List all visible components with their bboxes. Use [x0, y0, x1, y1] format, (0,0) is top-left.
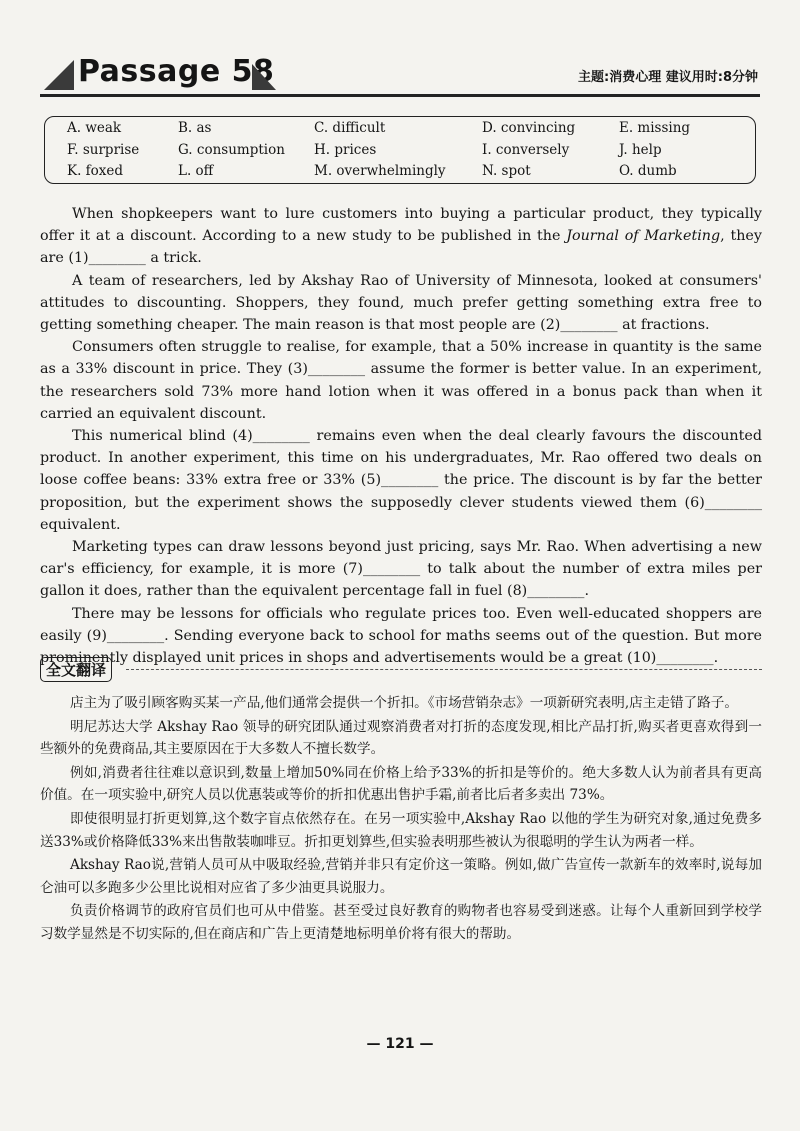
passage-paragraph: There may be lessons for officials who regulate prices too. Even well-educated shoppers are easily (9)________. Sending everyone back to school for maths seems out of the question. But more prominently displayed unit prices in shops and advertisements would be a great (10)________. — [40, 605, 762, 667]
option: H. prices — [314, 142, 377, 158]
translation-paragraph: Akshay Rao说,营销人员可从中吸取经验,营销并非只有定价这一策略。例如,做广告宣传一款新车的效率时,说每加仑油可以多跑多少公里比说相对应省了多少油更具说服力。 — [40, 857, 762, 896]
journal-title: Journal of Marketing — [566, 228, 721, 245]
passage-body — [40, 203, 762, 669]
translation-header — [40, 657, 762, 683]
option: B. as — [178, 120, 212, 136]
option: D. convincing — [482, 120, 576, 136]
option: K. foxed — [67, 163, 124, 179]
option: L. off — [178, 163, 214, 179]
option: O. dumb — [619, 163, 677, 179]
option: E. missing — [619, 120, 691, 136]
option: C. difficult — [314, 120, 386, 136]
passage-title: Passage 58 — [78, 54, 275, 89]
option: M. overwhelmingly — [314, 163, 446, 179]
theme-label: 主题:消费心理 建议用时:8分钟 — [578, 70, 758, 85]
dashed-divider — [126, 669, 762, 670]
option: A. weak — [67, 120, 122, 136]
option: J. help — [619, 142, 662, 158]
translation-paragraph: 即使很明显打折更划算,这个数字盲点依然存在。在另一项实验中,Akshay Rao 以他的学生为研究对象,通过免费多送33%或价格降低33%来出售散装咖啡豆。折扣更划算些,但实验表明那些被认为很聪明的学生认为两者一样。 — [40, 810, 762, 850]
translation-paragraph: 店主为了吸引顾客购买某一产品,他们通常会提供一个折扣。《市场营销杂志》一项新研究表明,店主走错了路子。 — [70, 695, 738, 711]
word-bank — [44, 116, 756, 184]
passage-paragraph: Consumers often struggle to realise, for example, that a 50% increase in quantity is the same as a 33% discount in price. They (3)________ assume the former is better value. In an experiment, the researchers sold 73% more hand lotion when it was offered in a bonus pack than when it carried an equivalent discount. — [40, 339, 762, 422]
translation-paragraph: 负责价格调节的政府官员们也可从中借鉴。甚至受过良好教育的购物者也容易受到迷惑。让每个人重新回到学校学习数学显然是不切实际的,但在商店和广告上更清楚地标明单价将有很大的帮助。 — [40, 903, 762, 942]
option: I. conversely — [482, 142, 570, 158]
passage-paragraph: This numerical blind (4)________ remains even when the deal clearly favours the discounted product. In another experiment, this time on his undergraduates, Mr. Rao offered two deals on loose coffee beans: 33% extra free or 33% (5)________ the price. The discount is by far the better proposition, but the experiment shows the supposedly clever students viewed them (6)________ equivalent. — [40, 428, 762, 533]
passage-header — [40, 52, 760, 104]
triangle-right-decoration — [252, 64, 276, 90]
passage-paragraph: A team of researchers, led by Akshay Rao of University of Minnesota, looked at consumers' attitudes to discounting. Shoppers, they found, much prefer getting something extra free to getting something cheaper. The main reason is that most people are (2)________ at fractions. — [40, 272, 762, 334]
triangle-left-decoration — [44, 60, 74, 90]
option: N. spot — [482, 163, 531, 179]
passage-paragraph: When shopkeepers want to lure customers into buying a particular product, they typically offer it at a discount. According to a new study to be published in the Journal of Marketing, they are (1)________ a trick. — [40, 206, 762, 267]
option: F. surprise — [67, 142, 140, 158]
translation-label: 全文翻译 — [40, 657, 112, 682]
translation-body — [40, 692, 762, 947]
option: G. consumption — [178, 142, 285, 158]
passage-paragraph: Marketing types can draw lessons beyond just pricing, says Mr. Rao. When advertising a new car's efficiency, for example, it is more (7)________ to talk about the number of extra miles per gallon it does, rather than the equivalent percentage fall in fuel (8)________. — [40, 539, 762, 600]
translation-paragraph: 例如,消费者往往难以意识到,数量上增加50%同在价格上给予33%的折扣是等价的。绝大多数人认为前者具有更高价值。在一项实验中,研究人员以优惠装或等价的折扣优惠出售护手霜,前者比后者多卖出 73%。 — [40, 764, 762, 804]
translation-paragraph: 明尼苏达大学 Akshay Rao 领导的研究团队通过观察消费者对打折的态度发现,相比产品打折,购买者更喜欢得到一些额外的免费商品,其主要原因在于大多数人不擅长数学。 — [40, 718, 762, 758]
page-number: — 121 — — [366, 1036, 434, 1052]
header-rule — [40, 94, 760, 97]
